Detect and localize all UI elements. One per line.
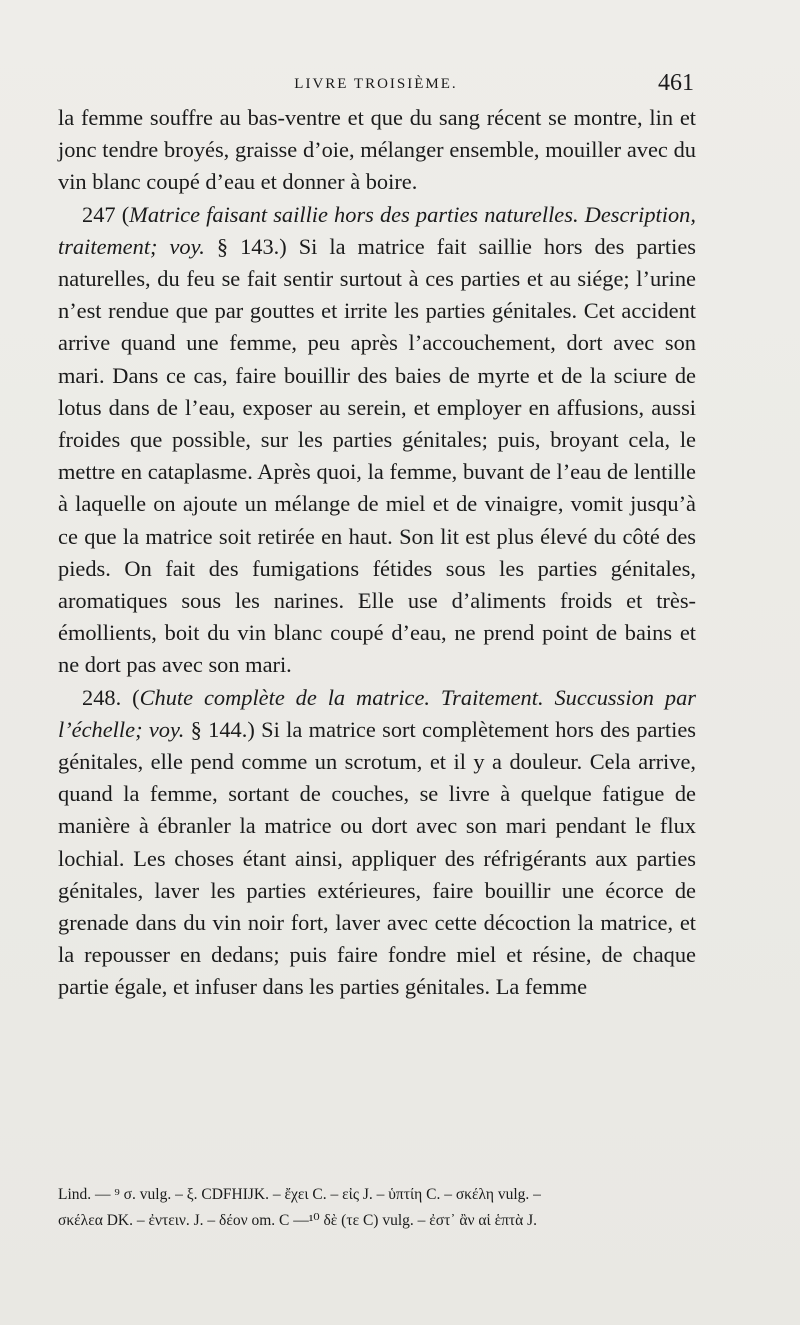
page-number: 461 [658, 70, 694, 96]
page-header [58, 70, 694, 100]
section-reference: § 144. [190, 716, 248, 742]
close-paren: ) [247, 716, 255, 742]
paragraph-text: Si la matrice sort complètement hors des parties génitales, elle pend comme un scrotum, et il y a douleur. Cela arrive, quand la femme, sortant de couches, se livre à quelque fatigue de manière à ébranler la matrice ou dort avec son mari pendant le flux lochial. Les choses étant ainsi, appliquer des réfrigérants aux parties génitales, laver les parties extérieures, faire bouillir une écorce de grenade dans du vin noir fort, laver avec cette décoction la matrice, et la repousser en dedans; puis faire fondre miel et résine, de chaque partie égale, et infuser dans les parties génitales. La femme [58, 716, 696, 1000]
open-paren: ( [132, 684, 140, 710]
section-heading: Matrice faisant saillie hors des parties naturelles. Description, traitement; voy. [58, 201, 696, 259]
paragraph-text: Si la matrice fait saillie hors des parties naturelles, du feu se fait sentir surtout à ces parties et au siége; l’urine n’est rendue que par gouttes et irrite les parties génitales. Cet accident arrive quand une femme, peu après l’accouchement, dort avec son mari. Dans ce cas, faire bouillir des baies de myrte et de la sciure de lotus dans de l’eau, exposer au serein, et employer en affusions, aussi froides que possible, sur les parties génitales; puis, broyant cela, le mettre en cataplasme. Après quoi, la femme, buvant de l’eau de lentille à laquelle on ajoute un mélange de miel et de vinaigre, vomit jusqu’à ce que la matrice soit retirée en haut. Son lit est plus élevé du côté des pieds. On fait des fumigations fétides sous les parties génitales, aromatiques sous les narines. Elle use d’aliments froids et très-émollients, boit du vin blanc coupé d’eau, ne prend point de bains et ne dort pas avec son mari. [58, 233, 696, 678]
footnote-line: σκέλεα DK. – ἐντειν. J. – δέον om. C —¹⁰ δὲ (τε C) vulg. – ἐστ᾽ ἂν αἱ ἑπτὰ J. [58, 1212, 538, 1229]
body-text [58, 102, 696, 1004]
paragraph-continuation [58, 102, 696, 199]
footnote-line: Lind. — ⁹ σ. vulg. – ξ. CDFHIJK. – ἔχει C. – εἰς J. – ὑπτίη C. – σκέλη vulg. – [58, 1186, 541, 1203]
open-paren: ( [121, 201, 130, 227]
section-number: 248. [82, 684, 122, 710]
paragraph-247 [58, 199, 696, 682]
footnotes [58, 1182, 698, 1234]
close-paren: ) [279, 233, 287, 259]
paragraph-248 [58, 682, 696, 1004]
paragraph-text: la femme souffre au bas-ventre et que du sang récent se montre, lin et jonc tendre broyés, graisse d’oie, mélanger ensemble, mouiller avec du vin blanc coupé d’eau et donner à boire. [58, 105, 696, 195]
section-heading: Chute complète de la matrice. Traitement. Succussion par l’échelle; voy. [58, 684, 696, 742]
section-reference: § 143. [216, 233, 280, 259]
running-title: LIVRE TROISIÈME. [294, 76, 458, 92]
section-number: 247 [82, 201, 116, 227]
